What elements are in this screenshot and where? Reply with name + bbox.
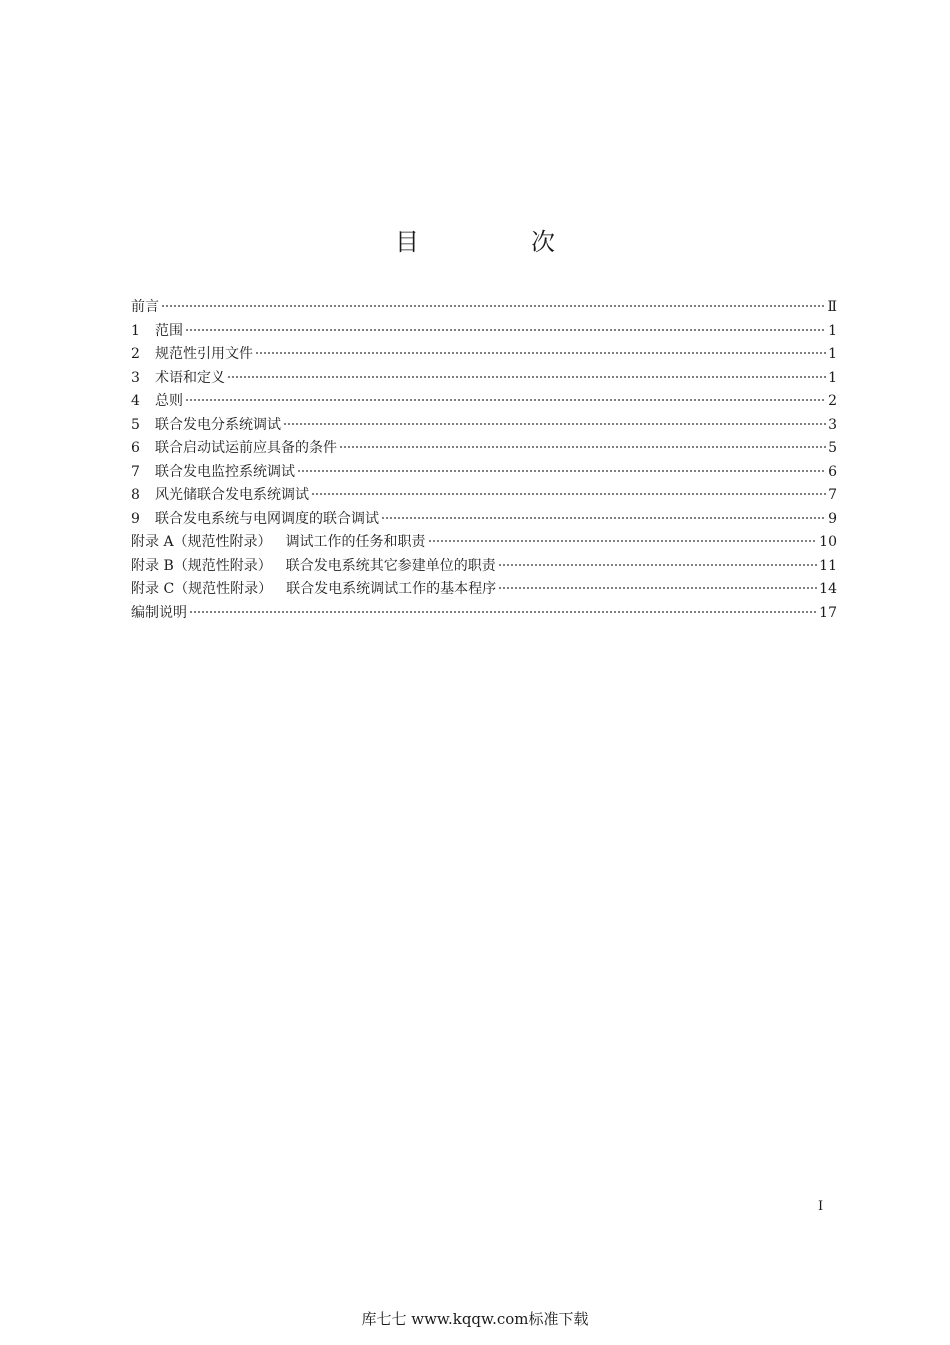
toc-entry-label: 联合发电监控系统调试 [155, 463, 295, 480]
toc-entry-2[interactable] [131, 343, 837, 367]
toc-dot-leader [283, 423, 826, 425]
toc-entry-number: 3 [131, 369, 140, 386]
toc-dot-leader [339, 446, 826, 448]
toc-dot-leader [161, 305, 825, 307]
toc-entry-number: 1 [131, 322, 140, 339]
toc-entry-page: 1 [828, 322, 837, 339]
toc-entry-4[interactable] [131, 390, 837, 414]
toc-entry-label: 前言 [131, 299, 159, 315]
toc-entry-page: 3 [828, 416, 837, 433]
toc-entry-appendix-a[interactable] [131, 531, 837, 555]
toc-dot-leader [311, 493, 826, 495]
toc-dot-leader [498, 587, 817, 589]
toc-dot-leader [255, 352, 826, 354]
toc-dot-leader [428, 540, 818, 542]
toc-entry-label: 联合发电分系统调试 [155, 416, 281, 433]
table-of-contents [131, 296, 837, 625]
toc-entry-page: 2 [828, 393, 837, 409]
toc-appendix-prefix: 附录 C（规范性附录） [131, 581, 273, 597]
toc-dot-leader [381, 517, 826, 519]
toc-dot-leader [185, 329, 826, 331]
page-number: I [818, 1199, 824, 1214]
toc-entry-notes[interactable] [131, 602, 837, 626]
toc-entry-number: 2 [131, 346, 140, 362]
toc-entry-page: 11 [819, 557, 837, 574]
toc-entry-label: 编制说明 [131, 604, 187, 621]
toc-entry-9[interactable] [131, 508, 837, 532]
footer-watermark: 库七七 www.kqqw.com标准下载 [361, 1310, 589, 1328]
toc-appendix-prefix: 附录 A（规范性附录） [131, 534, 272, 550]
toc-entry-6[interactable] [131, 437, 837, 461]
toc-entry-label: 规范性引用文件 [155, 346, 253, 362]
toc-entry-appendix-c[interactable] [131, 578, 837, 602]
toc-entry-page: 7 [828, 487, 837, 503]
toc-entry-page: 17 [819, 604, 837, 621]
toc-entry-page: 14 [819, 581, 837, 597]
toc-entry-3[interactable] [131, 367, 837, 391]
toc-entry-page: 5 [828, 440, 837, 456]
toc-entry-label: 联合发电系统其它参建单位的职责 [285, 557, 496, 574]
toc-entry-number: 4 [131, 393, 140, 409]
toc-entry-foreword[interactable] [131, 296, 837, 320]
toc-dot-leader [498, 564, 817, 566]
toc-entry-label: 调试工作的任务和职责 [285, 534, 426, 550]
toc-dot-leader [227, 376, 826, 378]
toc-entry-5[interactable] [131, 414, 837, 438]
toc-entry-7[interactable] [131, 461, 837, 485]
toc-entry-page: 9 [828, 510, 837, 527]
page-title: 目 次 [395, 228, 599, 256]
toc-entry-label: 术语和定义 [155, 369, 225, 386]
toc-entry-label: 风光储联合发电系统调试 [155, 487, 309, 503]
toc-entry-label: 联合发电系统调试工作的基本程序 [286, 581, 497, 597]
toc-entry-page: 1 [828, 346, 837, 362]
toc-entry-appendix-b[interactable] [131, 555, 837, 579]
toc-entry-label: 联合启动试运前应具备的条件 [155, 440, 337, 456]
toc-entry-page: 1 [828, 369, 837, 386]
toc-entry-number: 6 [131, 440, 140, 456]
toc-entry-label: 总则 [155, 393, 183, 409]
toc-entry-1[interactable] [131, 320, 837, 344]
toc-entry-label: 范围 [155, 322, 183, 339]
toc-entry-8[interactable] [131, 484, 837, 508]
toc-entry-number: 7 [131, 463, 140, 480]
toc-dot-leader [185, 399, 826, 401]
toc-entry-page: 10 [819, 534, 837, 550]
toc-dot-leader [297, 470, 826, 472]
toc-entry-label: 联合发电系统与电网调度的联合调试 [155, 510, 379, 527]
toc-entry-number: 9 [131, 510, 140, 527]
toc-dot-leader [189, 611, 817, 613]
toc-appendix-prefix: 附录 B（规范性附录） [131, 557, 272, 574]
toc-entry-number: 8 [131, 487, 140, 503]
toc-entry-page: Ⅱ [827, 299, 837, 315]
toc-entry-page: 6 [828, 463, 837, 480]
toc-entry-number: 5 [131, 416, 140, 433]
